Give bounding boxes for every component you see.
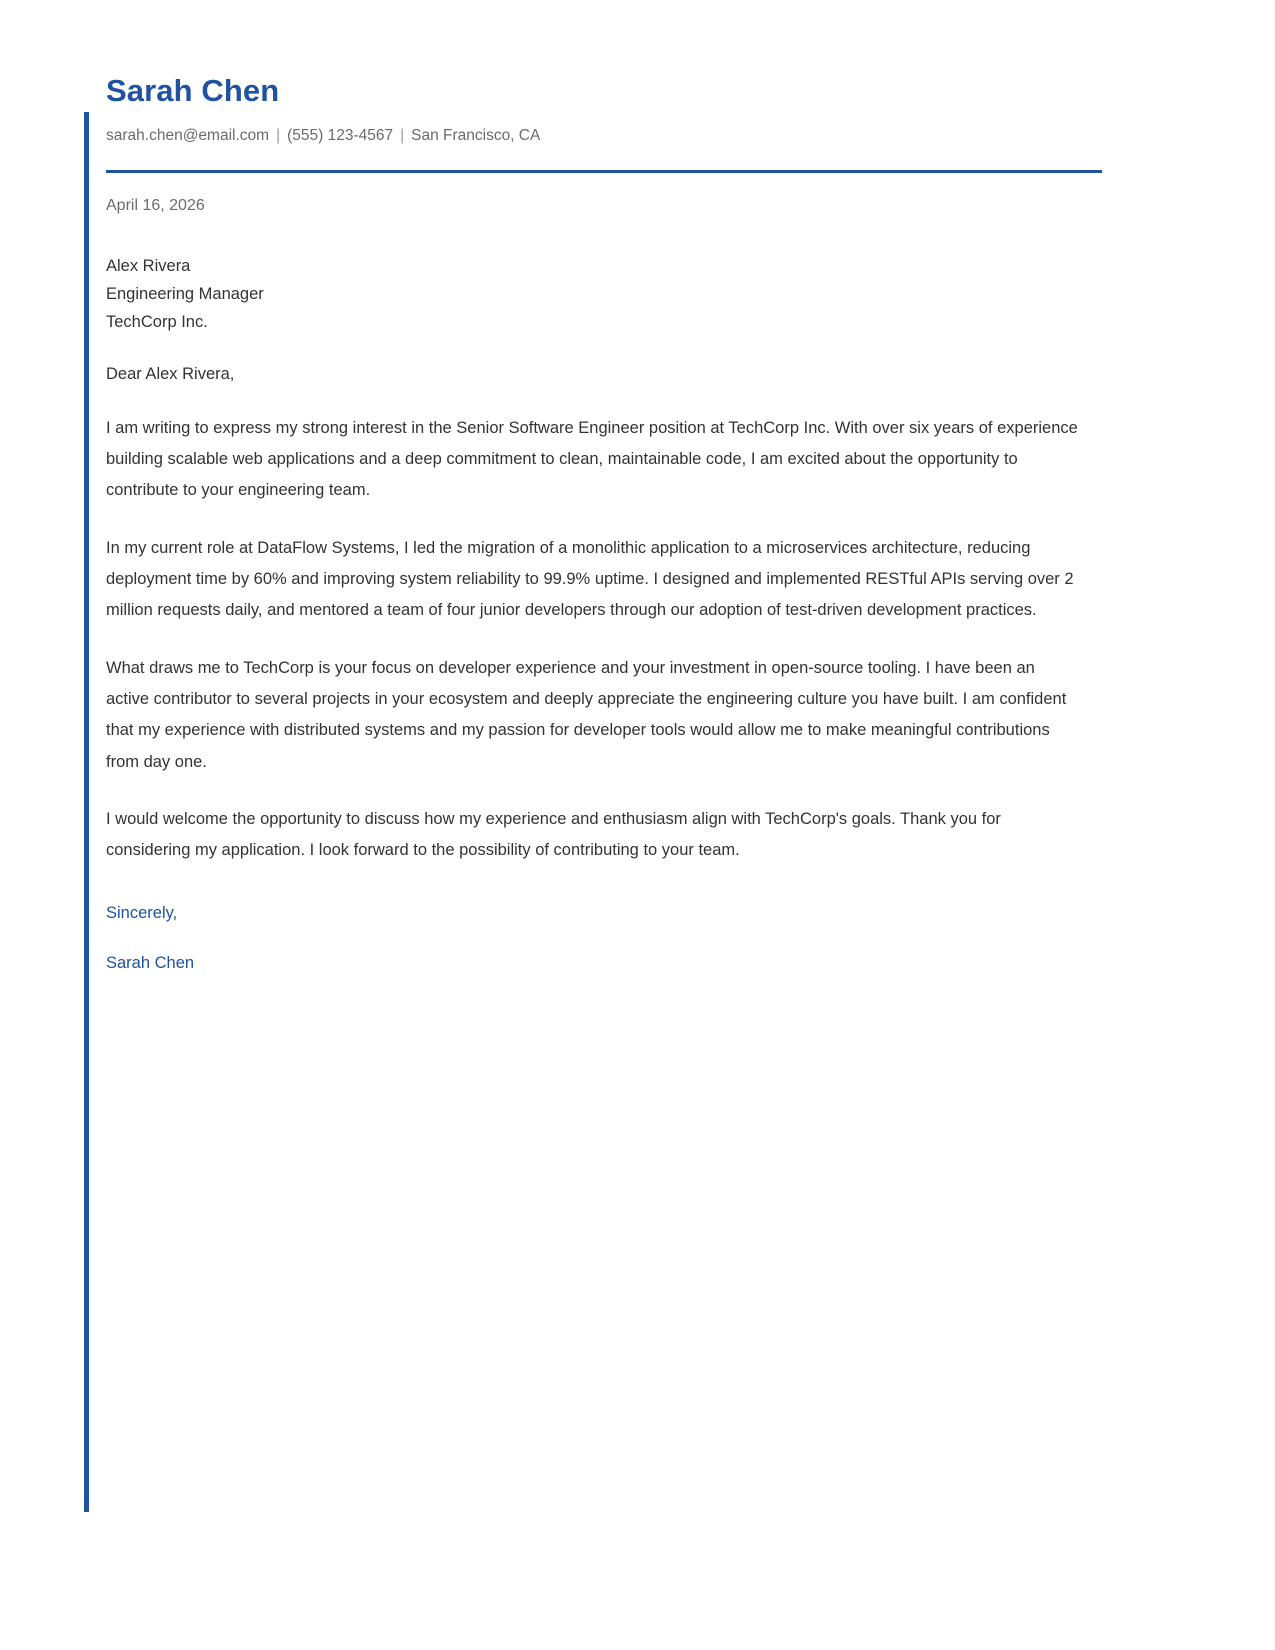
recipient-name: Alex Rivera <box>106 256 191 275</box>
letter-header <box>106 0 1102 173</box>
contact-location: San Francisco, CA <box>411 127 541 145</box>
contact-separator-1: | <box>276 127 281 145</box>
recipient-company: TechCorp Inc. <box>106 313 208 332</box>
letter-date: April 16, 2026 <box>106 197 205 215</box>
left-accent-bar <box>84 112 89 1512</box>
body-paragraph-1: I am writing to express my strong interest in the Senior Software Engineer position at TechCorp Inc. With over six years of experience building scalable web applications and a deep commitment to clean, maintainable code, I am excited about the opportunity to contribute to your engineering team. <box>106 418 1078 500</box>
contact-separator-2: | <box>400 127 405 145</box>
contact-phone: (555) 123-4567 <box>287 127 394 145</box>
page-title: Sarah Chen <box>106 73 280 108</box>
body-paragraph-2: In my current role at DataFlow Systems, I led the migration of a monolithic application to a microservices architecture, reducing deployment time by 60% and improving system reliability to 99.9% uptime. I designed and implemented RESTful APIs serving over 2 million requests daily, and mentored a team of four junior developers through our adoption of test-driven development practices. <box>106 538 1074 620</box>
closing-line: Sincerely, <box>106 903 178 922</box>
body-paragraph-4: I would welcome the opportunity to discuss how my experience and enthusiasm align with TechCorp's goals. Thank you for considering my application. I look forward to the possibility of contributing to your team. <box>106 810 1001 860</box>
letter-content <box>106 0 1102 976</box>
header-divider <box>106 170 1102 173</box>
salutation: Dear Alex Rivera, <box>106 364 235 383</box>
signature-name: Sarah Chen <box>106 954 195 973</box>
recipient-title: Engineering Manager <box>106 285 264 304</box>
recipient-block <box>106 252 1102 337</box>
body-paragraph-3: What draws me to TechCorp is your focus on developer experience and your investment in open-source tooling. I have been an active contributor to several projects in your ecosystem and deeply appreciate the engineering culture you have built. I am confident that my experience with distributed systems and my passion for developer tools would allow me to make meaningful contributions from day one. <box>106 658 1067 771</box>
contact-email: sarah.chen@email.com <box>106 127 270 145</box>
contact-line <box>106 126 1102 146</box>
